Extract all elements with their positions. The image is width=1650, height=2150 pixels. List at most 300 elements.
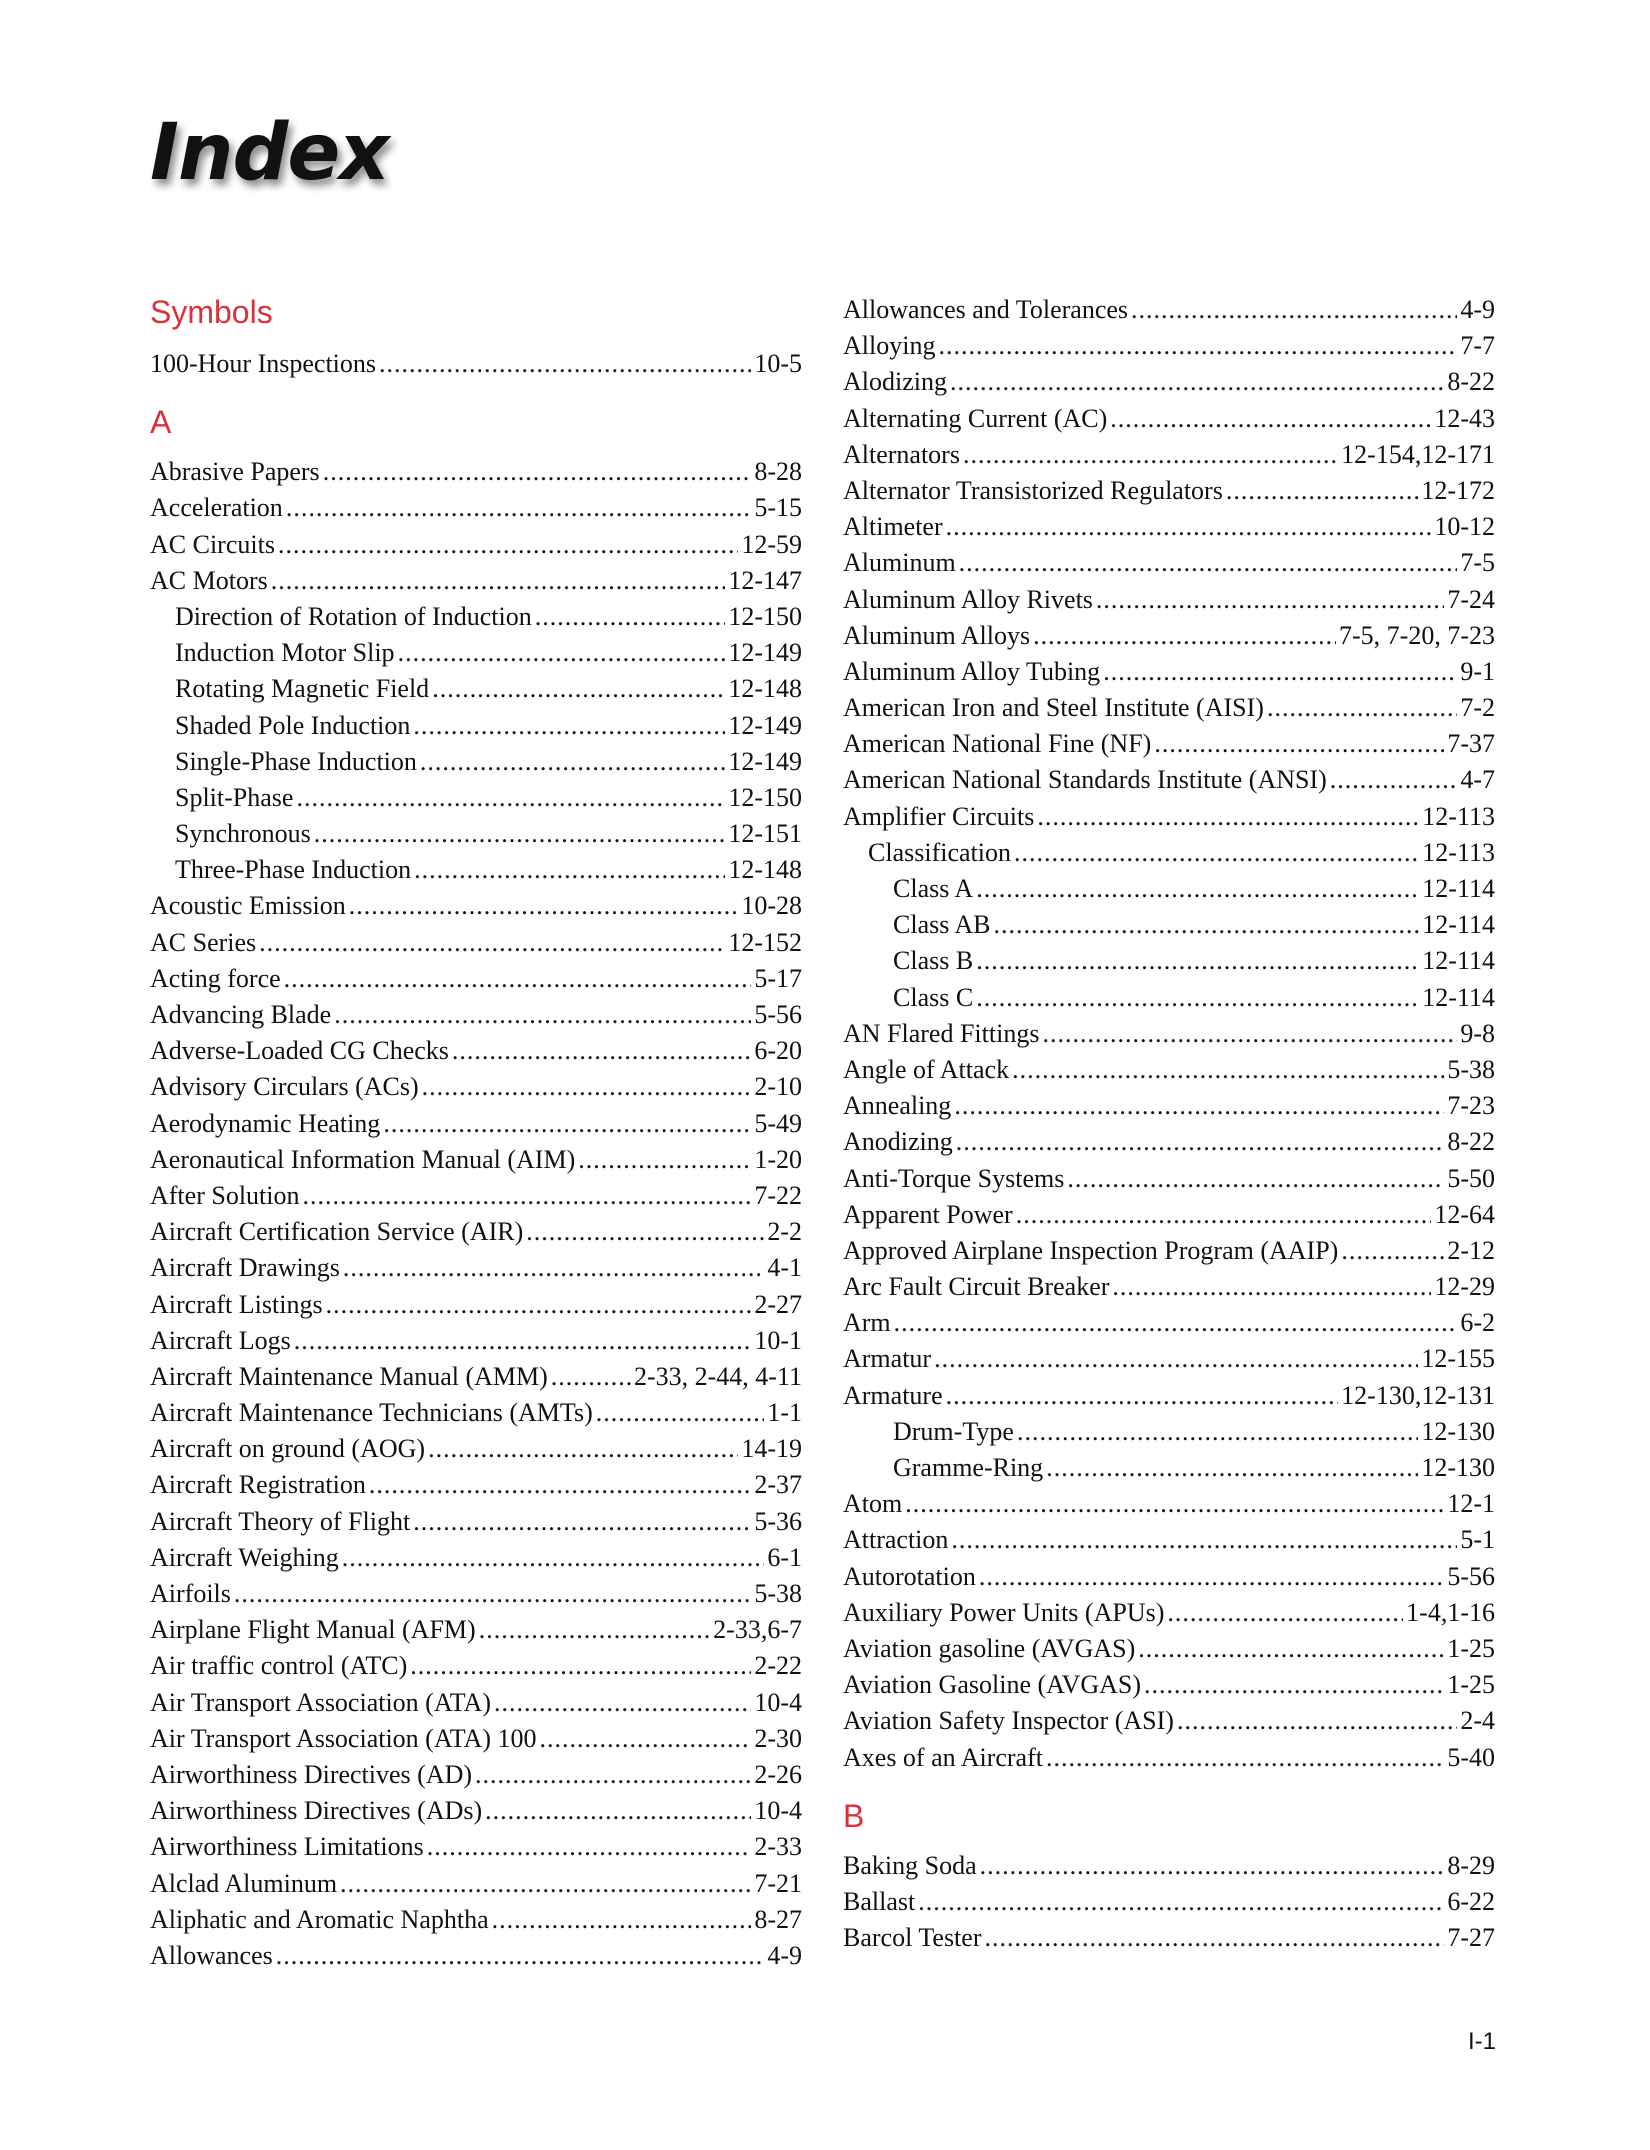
dot-leader: [276, 1938, 765, 1974]
page-reference: 1-1: [767, 1398, 802, 1428]
index-term: Baking Soda: [843, 1850, 977, 1880]
dot-leader: [596, 1395, 765, 1431]
index-entry: [150, 527, 802, 563]
index-entry: [150, 1793, 802, 1829]
dot-leader: [894, 1305, 1458, 1341]
index-entry: [150, 997, 802, 1033]
index-term: Drum-Type: [893, 1416, 1014, 1446]
index-term: Air Transport Association (ATA): [150, 1687, 491, 1717]
index-subentry: [150, 816, 802, 852]
dot-leader: [934, 1341, 1418, 1377]
dot-leader: [369, 1467, 751, 1503]
index-term: Alternator Transistorized Regulators: [843, 475, 1223, 505]
index-subentry: [150, 635, 802, 671]
page-reference: 8-22: [1447, 367, 1495, 397]
index-term: Angle of Attack: [843, 1054, 1010, 1084]
index-entry: [843, 582, 1495, 618]
dot-leader: [963, 437, 1338, 473]
dot-leader: [234, 1576, 751, 1612]
dot-leader: [1067, 1161, 1444, 1197]
index-term: Barcol Tester: [843, 1923, 982, 1953]
index-subentry: [843, 907, 1495, 943]
index-term: Air Transport Association (ATA) 100: [150, 1723, 537, 1753]
dot-leader: [980, 1848, 1445, 1884]
dot-leader: [259, 925, 725, 961]
index-subentry: [150, 671, 802, 707]
page-reference: 12-114: [1422, 946, 1495, 976]
dot-leader: [578, 1142, 751, 1178]
dot-leader: [1046, 1740, 1444, 1776]
page-reference: 5-56: [754, 1000, 802, 1029]
index-subentry: [843, 1414, 1495, 1450]
dot-leader: [1167, 1595, 1403, 1631]
dot-leader: [334, 997, 751, 1033]
index-term: Class A: [893, 874, 974, 903]
dot-leader: [303, 1178, 752, 1214]
dot-leader: [1131, 292, 1457, 328]
dot-leader: [479, 1612, 710, 1648]
page-reference: 12-155: [1421, 1344, 1495, 1374]
page-reference: 8-28: [754, 457, 802, 487]
dot-leader: [950, 364, 1444, 400]
page-reference: 12-151: [728, 819, 802, 849]
page-reference: 2-30: [754, 1723, 802, 1753]
index-subentry: [150, 744, 802, 780]
page-reference: 5-15: [754, 493, 802, 523]
index-term: Aircraft Weighing: [150, 1542, 339, 1572]
index-term: Advancing Blade: [150, 1000, 332, 1029]
dot-leader: [1017, 1414, 1418, 1450]
dot-leader: [342, 1540, 765, 1576]
page-reference: 12-114: [1422, 874, 1495, 903]
page-reference: 10-28: [741, 891, 802, 921]
page-reference: 4-9: [767, 1940, 802, 1970]
index-subentry: [843, 1450, 1495, 1486]
dot-leader: [326, 1287, 752, 1323]
index-entry: [150, 1287, 802, 1323]
index-term: Synchronous: [175, 819, 311, 849]
dot-leader: [1112, 1269, 1431, 1305]
page-reference: 9-8: [1460, 1018, 1495, 1048]
page-reference: 5-17: [754, 963, 802, 993]
index-term: Aliphatic and Aromatic Naphtha: [150, 1904, 489, 1934]
index-term: Adverse-Loaded CG Checks: [150, 1036, 449, 1066]
dot-leader: [976, 871, 1419, 907]
index-entry: [843, 1559, 1495, 1595]
index-term: Rotating Magnetic Field: [175, 674, 430, 704]
index-entry: [150, 1395, 802, 1431]
index-term: Aircraft Certification Service (AIR): [150, 1217, 524, 1247]
index-term: Arc Fault Circuit Breaker: [843, 1272, 1110, 1302]
index-term: Alclad Aluminum: [150, 1868, 338, 1898]
index-entry: [843, 1740, 1495, 1776]
index-term: Aluminum Alloys: [843, 620, 1031, 650]
index-entry: [150, 1648, 802, 1684]
index-entry: [150, 1612, 802, 1648]
index-entry: [150, 1829, 802, 1865]
dot-leader: [349, 888, 739, 924]
page-reference: 10-4: [754, 1687, 802, 1717]
index-term: Aeronautical Information Manual (AIM): [150, 1144, 576, 1174]
index-term: Allowances and Tolerances: [843, 295, 1129, 324]
page-reference: 5-56: [1447, 1561, 1495, 1591]
page-reference: 6-22: [1447, 1886, 1495, 1916]
dot-leader: [1226, 473, 1418, 509]
index-term: Annealing: [843, 1091, 952, 1121]
index-entry: [150, 1938, 802, 1974]
index-entry: [843, 1161, 1495, 1197]
page-reference: 12-130: [1421, 1416, 1495, 1446]
index-entry: [843, 799, 1495, 835]
dot-leader: [314, 816, 726, 852]
page-reference: 6-2: [1460, 1308, 1495, 1338]
page-reference: 7-24: [1447, 584, 1495, 614]
index-entry: [150, 1106, 802, 1142]
index-entry: [843, 726, 1495, 762]
dot-leader: [383, 1106, 751, 1142]
index-entry: [150, 888, 802, 924]
dot-leader: [1014, 835, 1419, 871]
page-reference: 12-150: [728, 782, 802, 812]
dot-leader: [1144, 1667, 1444, 1703]
index-term: Arm: [843, 1308, 891, 1338]
page-reference: 7-22: [754, 1180, 802, 1210]
index-entry: [843, 1305, 1495, 1341]
page-title: Index: [150, 108, 389, 198]
page-reference: 8-29: [1447, 1850, 1495, 1880]
index-entry: [843, 1703, 1495, 1739]
page-reference: 12-154,12-171: [1341, 439, 1495, 469]
index-term: Anodizing: [843, 1127, 953, 1157]
index-term: Acceleration: [150, 493, 283, 523]
dot-leader: [1046, 1450, 1418, 1486]
dot-leader: [1033, 618, 1336, 654]
dot-leader: [535, 599, 726, 635]
dot-leader: [1341, 1233, 1444, 1269]
index-term: Axes of an Aircraft: [843, 1742, 1043, 1772]
page-reference: 6-1: [767, 1542, 802, 1572]
page-reference: 12-113: [1422, 837, 1495, 867]
index-entry: [843, 437, 1495, 473]
page-reference: 12-149: [728, 638, 802, 668]
index-entry: [150, 1467, 802, 1503]
index-term: Abrasive Papers: [150, 457, 320, 487]
page-reference: 12-149: [728, 710, 802, 740]
index-entry: [843, 1197, 1495, 1233]
index-entry: [843, 1269, 1495, 1305]
dot-leader: [428, 1431, 738, 1467]
index-entry: [150, 1214, 802, 1250]
page-reference: 7-23: [1447, 1091, 1495, 1121]
index-term: Class B: [893, 946, 974, 976]
page-reference: 4-7: [1460, 765, 1495, 795]
index-term: AC Series: [150, 927, 257, 957]
index-subentry: [150, 852, 802, 888]
dot-leader: [959, 545, 1458, 581]
page-reference: 12-148: [728, 674, 802, 704]
index-term: Apparent Power: [843, 1199, 1013, 1229]
page-reference: 9-1: [1460, 656, 1495, 686]
page-reference: 2-10: [754, 1072, 802, 1102]
index-entry: [843, 1124, 1495, 1160]
index-term: Autorotation: [843, 1561, 976, 1591]
index-entry: [150, 961, 802, 997]
index-term: Ballast: [843, 1886, 916, 1916]
index-entry: [843, 1052, 1495, 1088]
index-subentry: [843, 943, 1495, 979]
index-term: Aircraft Listings: [150, 1289, 323, 1319]
index-term: Aircraft Registration: [150, 1470, 366, 1500]
section-heading: Symbols: [150, 294, 273, 330]
page-reference: 10-4: [754, 1796, 802, 1826]
index-term: Airworthiness Directives (AD): [150, 1759, 473, 1789]
index-subentry: [843, 871, 1495, 907]
page-reference: 7-7: [1460, 331, 1495, 361]
index-entry: [843, 473, 1495, 509]
page-reference: 12-147: [728, 565, 802, 595]
index-term: After Solution: [150, 1180, 300, 1210]
page-reference: 12-114: [1422, 910, 1495, 940]
page-reference: 5-38: [754, 1579, 802, 1608]
dot-leader: [976, 980, 1419, 1016]
index-entry: [843, 1884, 1495, 1920]
page-reference: 2-27: [754, 1289, 802, 1319]
index-term: AC Circuits: [150, 529, 275, 559]
index-entry: [843, 1088, 1495, 1124]
index-entry: [150, 1576, 802, 1612]
dot-leader: [413, 708, 725, 744]
dot-leader: [551, 1359, 631, 1395]
index-entry: [843, 1016, 1495, 1052]
dot-leader: [946, 509, 1432, 545]
page-reference: 7-5, 7-20, 7-23: [1339, 620, 1495, 650]
dot-leader: [379, 346, 751, 382]
index-entry: [843, 654, 1495, 690]
page-reference: 2-2: [767, 1217, 802, 1247]
page-reference: 2-4: [1460, 1706, 1495, 1736]
page-reference: 1-4,1-16: [1406, 1597, 1495, 1627]
page-reference: 1-25: [1447, 1633, 1495, 1663]
index-term: AC Motors: [150, 565, 268, 595]
index-term: Aviation gasoline (AVGAS): [843, 1633, 1136, 1663]
page-reference: 12-64: [1434, 1199, 1495, 1229]
dot-leader: [1177, 1703, 1457, 1739]
dot-leader: [1110, 401, 1431, 437]
index-term: Airworthiness Directives (ADs): [150, 1796, 483, 1826]
index-term: Acoustic Emission: [150, 891, 346, 921]
page-reference: 12-149: [728, 746, 802, 776]
dot-leader: [1037, 799, 1419, 835]
dot-leader: [427, 1829, 752, 1865]
dot-leader: [296, 780, 725, 816]
index-subentry: [843, 835, 1495, 871]
index-term: Allowances: [150, 1940, 273, 1970]
dot-leader: [1042, 1016, 1457, 1052]
page-reference: 4-1: [767, 1253, 802, 1283]
index-term: Airworthiness Limitations: [150, 1832, 424, 1862]
dot-leader: [420, 744, 725, 780]
dot-leader: [1103, 654, 1457, 690]
index-term: Split-Phase: [175, 782, 294, 812]
index-entry: [843, 618, 1495, 654]
page-reference: 12-1: [1447, 1489, 1495, 1519]
index-subentry: [150, 708, 802, 744]
index-entry: [843, 762, 1495, 798]
index-entry: [150, 925, 802, 961]
index-term: Gramme-Ring: [893, 1453, 1044, 1482]
index-term: 100-Hour Inspections: [150, 349, 377, 378]
page-reference: 12-43: [1434, 403, 1495, 433]
index-subentry: [150, 780, 802, 816]
dot-leader: [1012, 1052, 1444, 1088]
index-entry: [150, 1033, 802, 1069]
page-reference: 5-50: [1447, 1163, 1495, 1193]
page-reference: 12-113: [1422, 801, 1495, 831]
dot-leader: [1267, 690, 1457, 726]
page-reference: 12-172: [1421, 475, 1495, 505]
index-entry: [843, 328, 1495, 364]
page-reference: 10-1: [754, 1325, 802, 1355]
page-reference: 8-27: [754, 1904, 802, 1934]
index-term: Armature: [843, 1380, 943, 1410]
index-entry: [150, 563, 802, 599]
page-reference: 7-21: [754, 1868, 802, 1898]
index-term: Altimeter: [843, 512, 943, 542]
page-reference: 12-150: [728, 601, 802, 631]
index-term: Aircraft Maintenance Manual (AMM): [150, 1361, 548, 1391]
index-term: Alternators: [843, 439, 960, 469]
index-subentry: [843, 980, 1495, 1016]
dot-leader: [1096, 582, 1444, 618]
page-reference: 12-114: [1422, 982, 1495, 1012]
dot-leader: [1016, 1197, 1432, 1233]
page-reference: 1-25: [1447, 1670, 1495, 1700]
dot-leader: [422, 1069, 752, 1105]
dot-leader: [984, 1920, 1444, 1956]
dot-leader: [284, 961, 752, 997]
index-term: Shaded Pole Induction: [175, 710, 411, 740]
page-reference: 5-38: [1447, 1054, 1495, 1084]
dot-leader: [938, 328, 1457, 364]
section-heading: B: [843, 1797, 865, 1834]
index-term: Attraction: [843, 1525, 949, 1555]
page-reference: 7-2: [1460, 693, 1495, 723]
index-term: Acting force: [150, 963, 281, 993]
index-term: Aircraft Drawings: [150, 1253, 340, 1283]
page-reference: 6-20: [754, 1036, 802, 1066]
index-term: Air traffic control (ATC): [150, 1651, 408, 1681]
index-term: Aviation Safety Inspector (ASI): [843, 1706, 1174, 1736]
dot-leader: [976, 943, 1419, 979]
dot-leader: [951, 1522, 1457, 1558]
index-column-right: [843, 292, 1495, 1956]
dot-leader: [994, 907, 1420, 943]
index-term: Single-Phase Induction: [175, 746, 417, 776]
dot-leader: [452, 1033, 751, 1069]
index-entry: [150, 1178, 802, 1214]
index-term: Aircraft Maintenance Technicians (AMTs): [150, 1398, 593, 1428]
page-reference: 2-37: [754, 1470, 802, 1500]
dot-leader: [1154, 726, 1444, 762]
index-entry: [150, 1359, 802, 1395]
index-entry: [843, 509, 1495, 545]
page-reference: 8-22: [1447, 1127, 1495, 1157]
index-entry: [843, 401, 1495, 437]
index-entry: [150, 1323, 802, 1359]
dot-leader: [414, 852, 725, 888]
page-reference: 5-36: [754, 1506, 802, 1536]
index-term: Aluminum Alloy Tubing: [843, 656, 1101, 686]
index-term: Class AB: [893, 910, 991, 940]
index-entry: [150, 454, 802, 490]
index-subentry: [150, 599, 802, 635]
index-entry: [843, 545, 1495, 581]
page-reference: 12-59: [741, 529, 802, 559]
dot-leader: [494, 1685, 751, 1721]
dot-leader: [271, 563, 726, 599]
index-entry: [843, 292, 1495, 328]
index-term: Three-Phase Induction: [175, 855, 412, 885]
page-reference: 12-130: [1421, 1453, 1495, 1482]
index-entry: [150, 346, 802, 382]
page-reference: 5-49: [754, 1108, 802, 1138]
dot-leader: [410, 1648, 751, 1684]
index-term: Airplane Flight Manual (AFM): [150, 1615, 476, 1645]
page-reference: 2-12: [1447, 1235, 1495, 1265]
index-term: Aluminum Alloy Rivets: [843, 584, 1093, 614]
page-reference: 4-9: [1460, 295, 1495, 324]
section-heading: A: [150, 404, 172, 441]
dot-leader: [1330, 762, 1458, 798]
index-term: American Iron and Steel Institute (AISI): [843, 693, 1264, 723]
page-reference: 12-29: [1434, 1272, 1495, 1302]
dot-leader: [526, 1214, 764, 1250]
page-reference: 10-12: [1434, 512, 1495, 542]
page-reference: 12-130,12-131: [1341, 1380, 1495, 1410]
index-term: Advisory Circulars (ACs): [150, 1072, 419, 1102]
index-entry: [150, 1721, 802, 1757]
dot-leader: [539, 1721, 751, 1757]
page-reference: 12-148: [728, 855, 802, 885]
index-term: Armatur: [843, 1344, 932, 1374]
index-entry: [843, 1631, 1495, 1667]
index-entry: [843, 1920, 1495, 1956]
dot-leader: [1138, 1631, 1444, 1667]
index-term: American National Standards Institute (ANSI): [843, 765, 1327, 795]
dot-leader: [340, 1866, 751, 1902]
index-entry: [150, 1504, 802, 1540]
page-reference: 2-33: [754, 1832, 802, 1862]
dot-leader: [286, 490, 752, 526]
index-term: Classification: [868, 837, 1011, 867]
dot-leader: [485, 1793, 751, 1829]
index-term: Induction Motor Slip: [175, 638, 395, 668]
index-entry: [843, 1667, 1495, 1703]
index-term: Atom: [843, 1489, 903, 1519]
index-term: Approved Airplane Inspection Program (AAIP): [843, 1235, 1339, 1265]
index-entry: [843, 364, 1495, 400]
page-reference: 7-5: [1460, 548, 1495, 578]
page-reference: 7-37: [1447, 729, 1495, 759]
page-reference: 5-1: [1460, 1525, 1495, 1555]
dot-leader: [432, 671, 725, 707]
page-reference: 1-20: [754, 1144, 802, 1174]
dot-leader: [343, 1250, 764, 1286]
index-entry: [150, 1866, 802, 1902]
dot-leader: [278, 527, 738, 563]
index-entry: [843, 690, 1495, 726]
dot-leader: [413, 1504, 751, 1540]
